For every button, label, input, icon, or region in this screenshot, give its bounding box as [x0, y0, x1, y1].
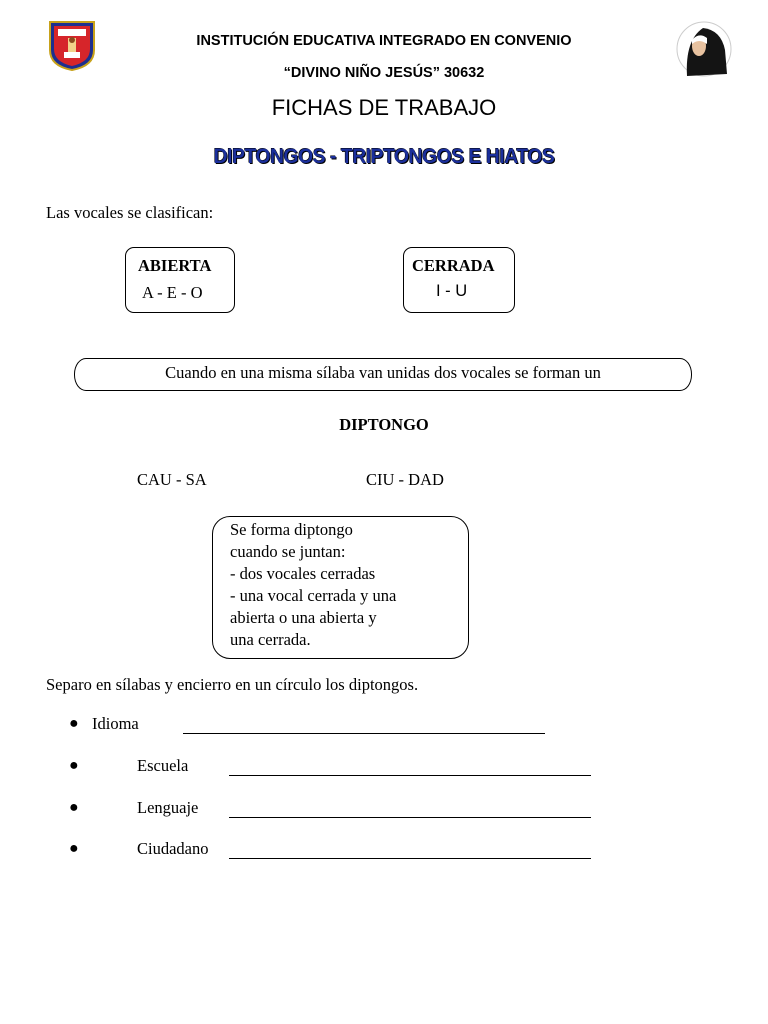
- answer-line[interactable]: [229, 858, 591, 859]
- example-word: CAU - SA: [137, 470, 207, 489]
- exercise-word: Escuela: [137, 756, 189, 775]
- answer-line[interactable]: [183, 733, 545, 734]
- exercise-word: Idioma: [92, 714, 139, 733]
- bullet-icon: ●: [69, 840, 79, 857]
- closed-vowels-box: [403, 247, 515, 313]
- exercise-word: Lenguaje: [137, 798, 199, 817]
- rule-text: [230, 519, 396, 651]
- definition-banner: Cuando en una misma sílaba van unidas dos vocales se forman un: [74, 358, 692, 391]
- answer-line[interactable]: [229, 775, 591, 776]
- nun-portrait-icon: [675, 20, 733, 78]
- rule-line: cuando se juntan:: [230, 542, 346, 561]
- bullet-icon: ●: [69, 799, 79, 816]
- exercise-instruction: Separo en sílabas y encierro en un círculo los diptongos.: [46, 675, 419, 694]
- rule-line: una cerrada.: [230, 630, 311, 649]
- institution-subname: “DIVINO NIÑO JESÚS” 30632: [283, 65, 485, 81]
- closed-vowels-values: I - U: [436, 282, 468, 300]
- page-title: FICHAS DE TRABAJO: [271, 95, 497, 120]
- institution-name: INSTITUCIÓN EDUCATIVA INTEGRADO EN CONVENIO: [196, 33, 572, 49]
- closed-vowels-heading: CERRADA: [412, 256, 495, 275]
- diptongo-heading: DIPTONGO: [339, 415, 429, 434]
- rule-line: Se forma diptongo: [230, 520, 353, 539]
- answer-line[interactable]: [229, 817, 591, 818]
- exercise-word: Ciudadano: [137, 839, 209, 858]
- open-vowels-values: A - E - O: [142, 283, 203, 302]
- bullet-icon: ●: [69, 757, 79, 774]
- rule-box: [212, 516, 469, 659]
- rule-line: - dos vocales cerradas: [230, 564, 376, 583]
- example-word: CIU - DAD: [366, 470, 444, 489]
- intro-text: Las vocales se clasifican:: [46, 203, 214, 222]
- bullet-icon: ●: [69, 715, 79, 732]
- open-vowels-heading: ABIERTA: [138, 256, 212, 275]
- rule-line: abierta o una abierta y: [230, 608, 377, 627]
- rule-line: - una vocal cerrada y una: [230, 586, 397, 605]
- open-vowels-box: [125, 247, 235, 313]
- page-subtitle: DIPTONGOS - TRIPTONGOS E HIATOS: [213, 145, 555, 168]
